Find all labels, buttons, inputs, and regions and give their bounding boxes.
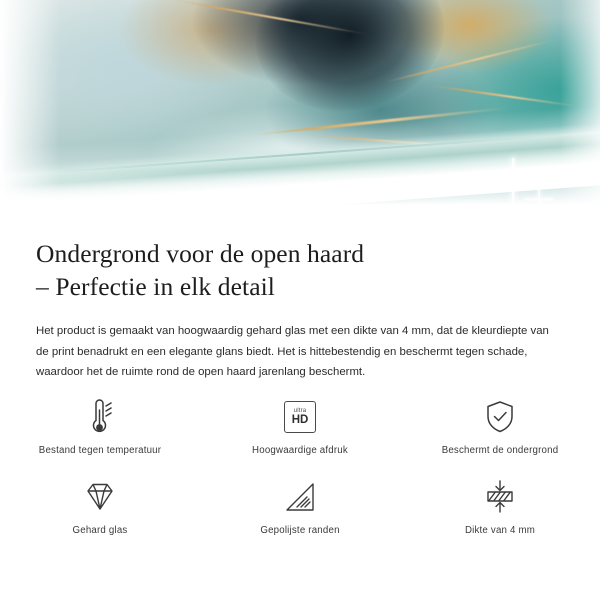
polished-edges-icon <box>282 475 318 519</box>
feature-label: Bestand tegen temperatuur <box>38 445 162 456</box>
ultra-hd-icon <box>284 395 316 439</box>
thickness-4mm-icon <box>480 475 520 519</box>
feature-item-temperature <box>0 395 200 473</box>
feature-item-print-quality <box>200 395 400 473</box>
diamond-icon <box>80 475 120 519</box>
feature-label: Hoogwaardige afdruk <box>252 445 348 456</box>
feature-item-surface-protection <box>400 395 600 473</box>
feature-label: Gehard glas <box>72 525 128 536</box>
thermometer-icon <box>83 395 117 439</box>
page-title-line-1: Ondergrond voor de open haard <box>36 239 365 268</box>
feature-item-thickness <box>400 475 600 553</box>
feature-label: Gepolijste randen <box>260 525 340 536</box>
feature-item-polished-edges <box>200 475 400 553</box>
text-content <box>0 215 600 383</box>
ultra-hd-bottom-text: HD <box>291 413 309 426</box>
body-paragraph: Het product is gemaakt van hoogwaardig gehard glas met een dikte van 4 mm, dat de kleurdiepte van de print benadrukt en een elegante glans biedt. Het is hittebestendig en beschermt tegen schade, waardoor het de ruimte rond de open haard jarenlang beschermt. <box>36 325 549 378</box>
hero-image <box>0 0 600 215</box>
feature-grid <box>0 395 600 553</box>
feature-item-tempered-glass <box>0 475 200 553</box>
feature-label: Beschermt de ondergrond <box>441 445 559 456</box>
feature-label: Dikte van 4 mm <box>464 525 536 536</box>
hero-bottom-fade <box>0 169 600 215</box>
page-title-line-2: – Perfectie in elk detail <box>36 272 275 301</box>
shield-check-icon <box>483 395 517 439</box>
page-title <box>36 237 564 303</box>
ultra-hd-top-text: ultra <box>293 407 307 414</box>
